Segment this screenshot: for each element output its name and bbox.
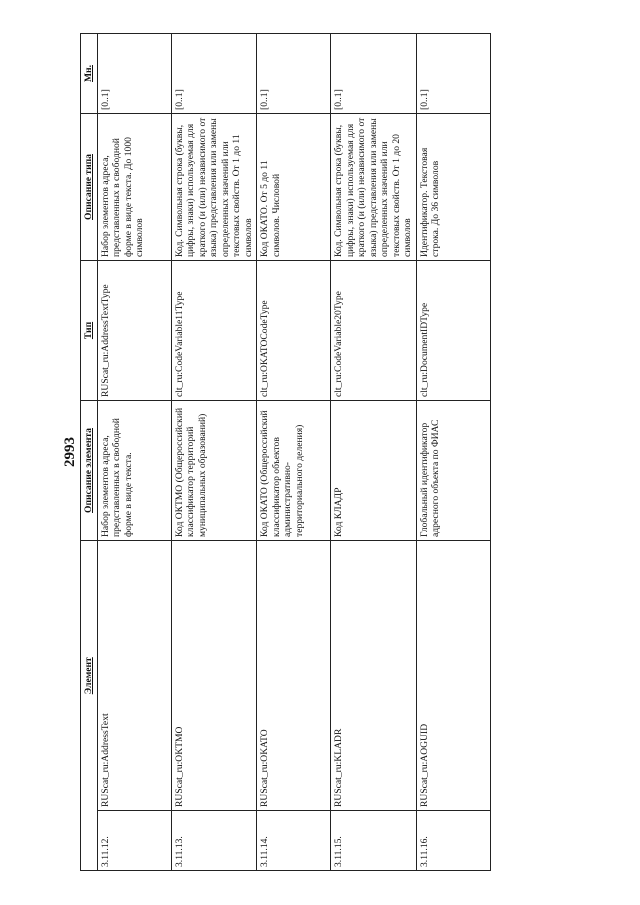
row-type: clt_ru:CodeVariable11Type [171,261,257,401]
header-type-description: Описание типа [81,114,98,261]
table-bottom-space [490,34,520,871]
row-element: RUScat_ru:OKATO [257,541,331,811]
row-type-description: Набор элементов адреса, представленных в свободной форме в виде текста. До 1000 символов [97,114,171,261]
header-element: Элемент [81,541,98,811]
row-element: RUScat_ru:KLADR [331,541,417,811]
header-multiplicity: Мн. [81,34,98,114]
row-type-description: Код. Символьная строка (буквы, цифры, знаки) используемая для краткого (и (или) независимого от языка) представления или замены определенных значений или текстовых свойств. От 1 до 11 символов [171,114,257,261]
empty-area [490,34,520,871]
row-number: 3.11.12. [97,811,171,871]
row-number: 3.11.13. [171,811,257,871]
row-element-description: Набор элементов адреса, представленных в свободной форме в виде текста. [97,401,171,541]
header-blank-cell [81,811,98,871]
row-multiplicity: [0..1] [171,34,257,114]
row-multiplicity: [0..1] [257,34,331,114]
row-element-description: Глобальный идентификатор адресного объекта по ФИАС [416,401,490,541]
row-type-description: Идентификатор. Текстовая строка. До 36 символов [416,114,490,261]
row-element-description: Код ОКАТО (Общероссийский классификатор объектов административно-территориального деления) [257,401,331,541]
table-row [171,34,257,871]
page-number: 2993 [62,437,78,467]
row-element: RUScat_ru:OKTMO [171,541,257,811]
row-element-description: Код КЛАДР [331,401,417,541]
row-type-description: Код ОКАТО. От 5 до 11 символов. Числовой [257,114,331,261]
row-element: RUScat_ru:AddressText [97,541,171,811]
row-type-description: Код. Символьная строка (буквы, цифры, знаки) используемая для краткого (и (или) независимого от языка) представления или замены определенных значений или текстовых свойств. От 1 до 20 символов [331,114,417,261]
row-multiplicity: [0..1] [97,34,171,114]
table-header-row [81,34,98,871]
table-row [257,34,331,871]
row-type: clt_ru:OKATOCodeType [257,261,331,401]
row-type: RUScat_ru:AddressTextType [97,261,171,401]
row-element-description: Код ОКТМО (Общероссийский классификатор территорий муниципальных образований) [171,401,257,541]
table-row [331,34,417,871]
row-element: RUScat_ru:AOGUID [416,541,490,811]
header-type: Тип [81,261,98,401]
table-row [416,34,490,871]
row-type: clt_ru:DocumentIDType [416,261,490,401]
header-element-description: Описание элемента [81,401,98,541]
elements-table [80,33,520,871]
row-multiplicity: [0..1] [331,34,417,114]
row-type: clt_ru:CodeVariable20Type [331,261,417,401]
table-row [97,34,171,871]
row-number: 3.11.16. [416,811,490,871]
row-multiplicity: [0..1] [416,34,490,114]
row-number: 3.11.15. [331,811,417,871]
rotated-table-container [80,34,520,871]
row-number: 3.11.14. [257,811,331,871]
